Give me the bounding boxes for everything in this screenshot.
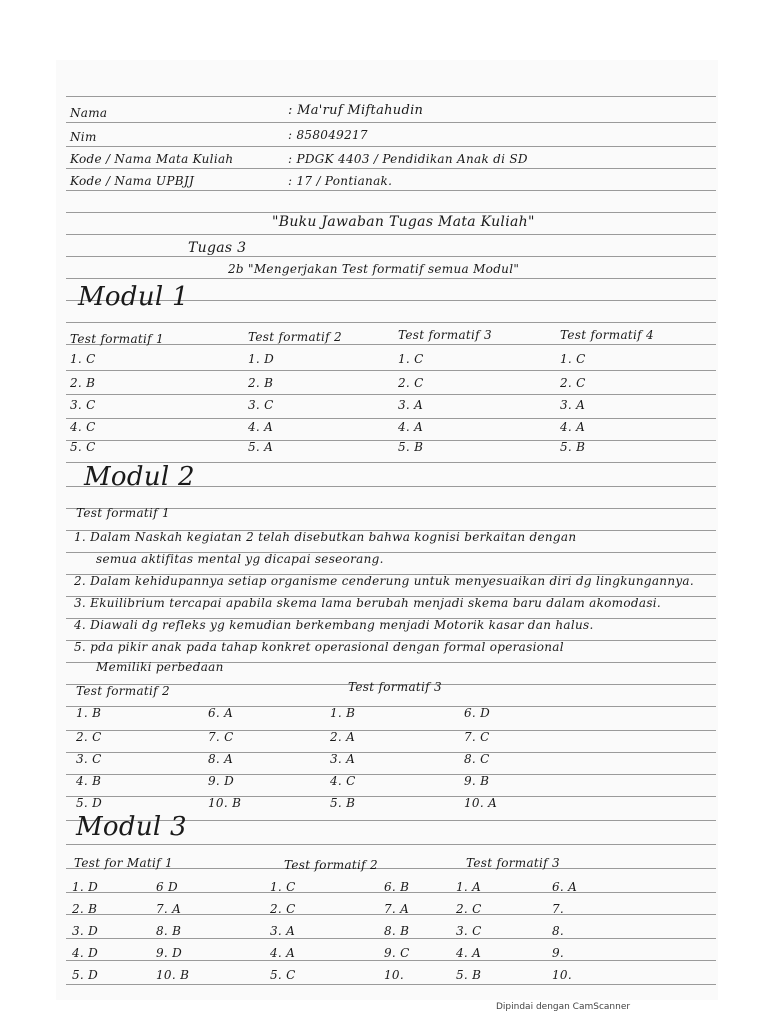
answer-item: 3. A [398,398,424,412]
answer-item: 5. B [456,968,482,982]
essay-answer-line: 1. Dalam Naskah kegiatan 2 telah disebutkan bahwa kognisi berkaitan dengan [74,530,577,544]
scanner-watermark: Dipindai dengan CamScanner [496,1002,631,1012]
essay-answer-line: Memiliki perbedaan [96,660,224,674]
answer-item: 10. B [156,968,190,982]
ruled-line [66,256,716,257]
modul-1-test-1-label: Test formatif 1 [70,332,164,346]
answer-item: 8. C [464,752,490,766]
ruled-line [66,370,716,371]
task-title: 2b "Mengerjakan Test formatif semua Modul" [228,262,520,276]
nim-value: : 858049217 [288,128,368,142]
modul-2-test-1-label: Test formatif 1 [76,506,170,520]
essay-answer-line: 3. Ekuilibrium tercapai apabila skema lama berubah menjadi skema baru dalam akomodasi. [74,596,662,610]
modul-1-heading: Modul 1 [78,282,189,312]
ruled-line [66,234,716,235]
answer-item: 2. B [70,376,96,390]
ruled-line [66,190,716,191]
answer-item: 9. D [208,774,235,788]
answer-item: 9. C [384,946,410,960]
essay-answer-line: 5. pda pikir anak pada tahap konkret operasional dengan formal operasional [74,640,564,654]
essay-answer-line: semua aktifitas mental yg dicapai seseorang. [96,552,384,566]
answer-item: 3. A [560,398,586,412]
answer-item: 1. C [70,352,96,366]
answer-item: 8. B [156,924,182,938]
ruled-line [66,278,716,279]
answer-item: 4. A [560,420,586,434]
ruled-line [66,774,716,775]
answer-item: 3. A [270,924,296,938]
answer-item: 5. B [560,440,586,454]
answer-item: 3. C [456,924,482,938]
answer-item: 10. [552,968,572,982]
answer-item: 10. A [464,796,498,810]
essay-answer-line: 4. Diawali dg refleks yg kemudian berkembang menjadi Motorik kasar dan halus. [74,618,594,632]
answer-item: 4. B [76,774,102,788]
answer-item: 6. D [464,706,491,720]
ruled-line [66,322,716,323]
answer-item: 4. A [248,420,274,434]
modul-3-test-3-label: Test formatif 3 [466,856,560,870]
matkul-value: : PDGK 4403 / Pendidikan Anak di SD [288,152,528,166]
ruled-line [66,938,716,939]
modul-1-test-2-label: Test formatif 2 [248,330,342,344]
ruled-line [66,168,716,169]
ruled-line [66,844,716,845]
answer-item: 8. A [208,752,234,766]
modul-2-test-2-label: Test formatif 2 [76,684,170,698]
ruled-line [66,96,716,97]
ruled-line [66,752,716,753]
answer-item: 5. B [398,440,424,454]
answer-item: 10. B [208,796,242,810]
ruled-line [66,122,716,123]
answer-item: 9. B [464,774,490,788]
answer-item: 1. D [248,352,275,366]
answer-item: 10. [384,968,404,982]
answer-item: 4. C [330,774,356,788]
ruled-line [66,706,716,707]
answer-item: 7. A [156,902,182,916]
ruled-line [66,418,716,419]
answer-item: 3. C [76,752,102,766]
modul-3-test-2-label: Test formatif 2 [284,858,378,872]
answer-item: 4. D [72,946,99,960]
answer-item: 6 D [156,880,178,894]
upbjj-label: Kode / Nama UPBJJ [70,174,195,188]
ruled-line [66,796,716,797]
answer-item: 5. D [72,968,99,982]
answer-item: 5. A [248,440,274,454]
ruled-line [66,212,716,213]
answer-item: 6. A [208,706,234,720]
modul-3-heading: Modul 3 [76,812,187,842]
answer-item: 5. B [330,796,356,810]
answer-item: 6. B [384,880,410,894]
answer-item: 9. [552,946,565,960]
answer-item: 3. D [72,924,99,938]
answer-item: 2. C [398,376,424,390]
ruled-line [66,440,716,441]
modul-2-test-3-label: Test formatif 3 [348,680,442,694]
ruled-line [66,984,716,985]
answer-item: 9. D [156,946,183,960]
nama-label: Nama [70,106,108,120]
upbjj-value: : 17 / Pontianak. [288,174,393,188]
answer-item: 3. C [248,398,274,412]
answer-item: 2. C [456,902,482,916]
modul-1-test-4-label: Test formatif 4 [560,328,654,342]
answer-item: 7. [552,902,565,916]
answer-item: 1. C [560,352,586,366]
answer-item: 1. D [72,880,99,894]
ruled-line [66,146,716,147]
answer-item: 2. C [270,902,296,916]
answer-item: 2. C [76,730,102,744]
answer-item: 4. A [456,946,482,960]
answer-item: 8. [552,924,565,938]
answer-item: 2. B [248,376,274,390]
answer-item: 5. C [70,440,96,454]
answer-item: 1. B [330,706,356,720]
answer-item: 3. A [330,752,356,766]
answer-item: 7. A [384,902,410,916]
ruled-line [66,394,716,395]
answer-item: 1. C [270,880,296,894]
answer-item: 7. C [208,730,234,744]
answer-item: 1. C [398,352,424,366]
nama-value: : Ma'ruf Miftahudin [288,103,424,118]
modul-2-heading: Modul 2 [84,462,195,492]
nim-label: Nim [70,130,97,144]
modul-1-test-3-label: Test formatif 3 [398,328,492,342]
answer-item: 5. D [76,796,103,810]
answer-item: 2. C [560,376,586,390]
answer-item: 3. C [70,398,96,412]
modul-3-test-1-label: Test for Matif 1 [74,856,173,870]
answer-item: 4. C [70,420,96,434]
tugas-title: Tugas 3 [188,240,247,256]
answer-item: 5. C [270,968,296,982]
answer-item: 1. B [76,706,102,720]
answer-item: 8. B [384,924,410,938]
answer-item: 4. A [398,420,424,434]
essay-answer-line: 2. Dalam kehidupannya setiap organisme cenderung untuk menyesuaikan diri dg lingkungannya. [74,574,694,588]
matkul-label: Kode / Nama Mata Kuliah [70,152,234,166]
answer-item: 6. A [552,880,578,894]
ruled-line [66,960,716,961]
answer-item: 7. C [464,730,490,744]
book-title: "Buku Jawaban Tugas Mata Kuliah" [272,214,535,230]
answer-item: 4. A [270,946,296,960]
answer-item: 2. B [72,902,98,916]
ruled-line [66,730,716,731]
answer-item: 2. A [330,730,356,744]
answer-item: 1. A [456,880,482,894]
